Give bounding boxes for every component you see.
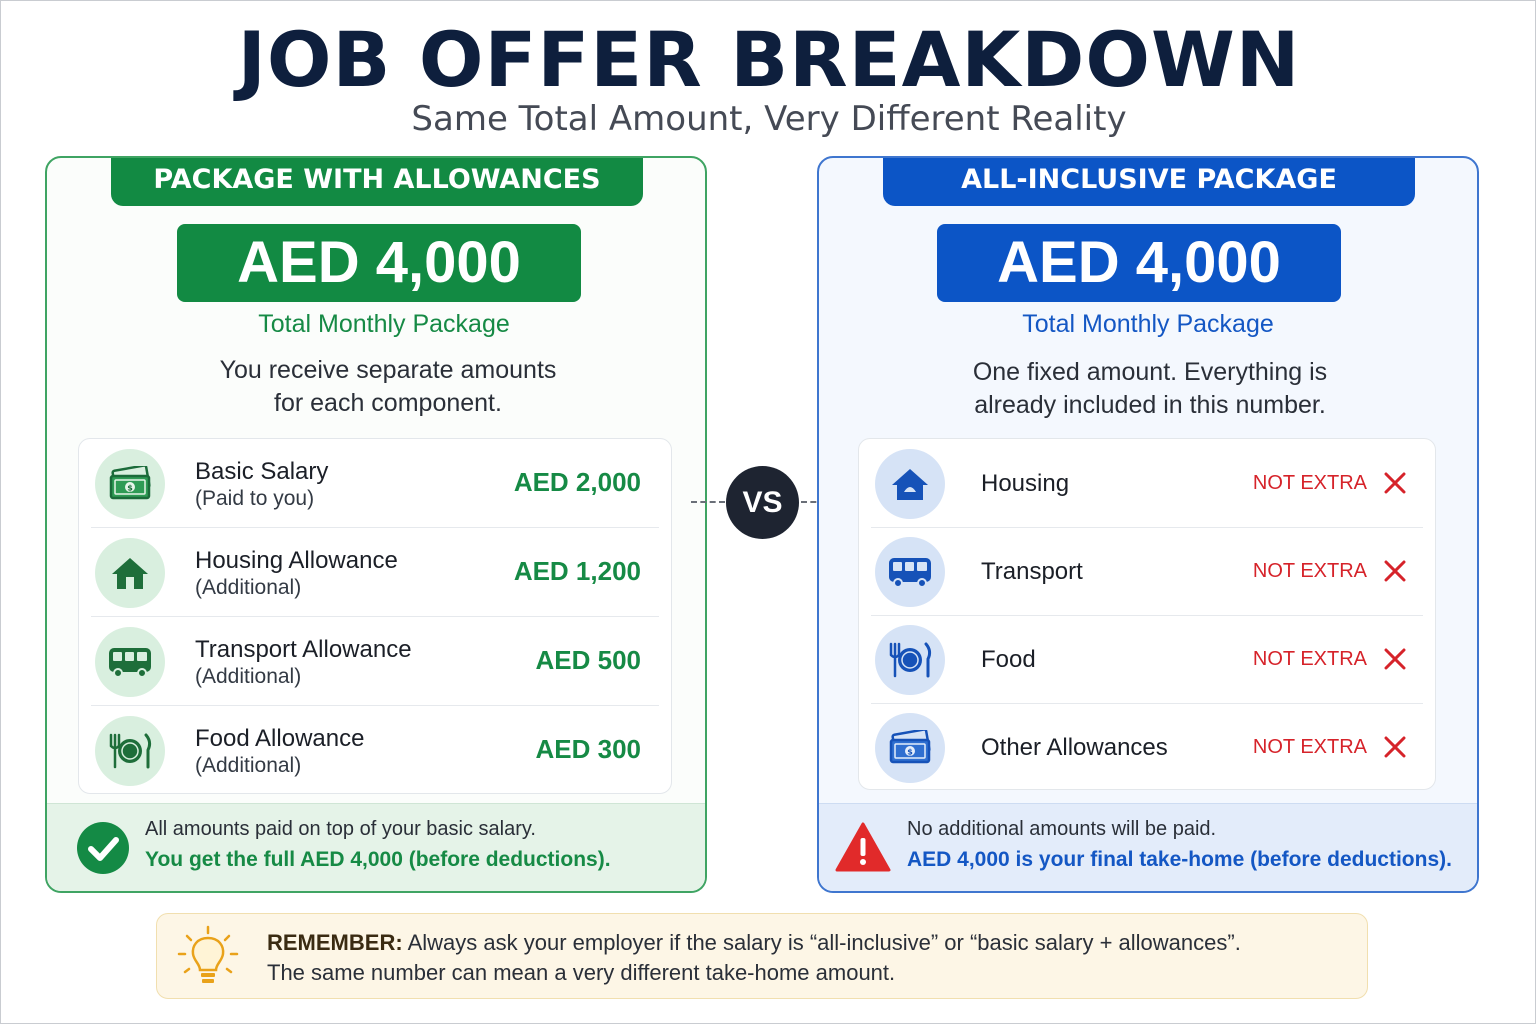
x-icon xyxy=(1381,557,1409,585)
row-sublabel: (Additional) xyxy=(195,665,302,688)
total-amount: AED 4,000 xyxy=(177,224,581,302)
house-icon xyxy=(875,449,945,519)
vs-connector xyxy=(691,501,725,503)
remember-text: Always ask your employer if the salary is “all-inclusive” or “basic salary + allowances”. xyxy=(407,930,1241,955)
panel-header: PACKAGE WITH ALLOWANCES xyxy=(111,156,643,206)
row-value: AED 500 xyxy=(535,645,641,675)
list-item xyxy=(871,439,1423,528)
panel-footer xyxy=(47,803,705,891)
list-item xyxy=(871,703,1423,792)
row-value: AED 1,200 xyxy=(513,556,641,586)
x-icon xyxy=(1381,469,1409,497)
x-icon xyxy=(1381,733,1409,761)
money-icon xyxy=(95,449,165,519)
svg-text:$: $ xyxy=(127,483,133,493)
svg-text:$: $ xyxy=(907,747,913,757)
row-value: AED 300 xyxy=(535,734,641,764)
row-label: Food Allowance xyxy=(195,725,365,752)
row-sublabel: (Additional) xyxy=(195,576,302,599)
row-label: Basic Salary xyxy=(195,458,329,485)
footer-note: No additional amounts will be paid. xyxy=(907,818,1217,840)
row-sublabel: (Additional) xyxy=(195,754,302,777)
all-inclusive-panel xyxy=(817,156,1479,893)
row-sublabel: (Paid to you) xyxy=(195,487,315,510)
desc-line: for each component. xyxy=(274,389,502,417)
package-with-allowances-panel xyxy=(45,156,707,893)
warning-icon xyxy=(835,820,891,876)
row-value: AED 2,000 xyxy=(513,467,641,497)
vs-badge: VS xyxy=(726,466,799,539)
included-items-list xyxy=(858,438,1436,790)
desc-line: You receive separate amounts xyxy=(219,356,557,384)
remember-line2: The same number can mean a very different take-home amount. xyxy=(267,960,896,985)
row-label: Other Allowances xyxy=(981,734,1168,761)
bus-icon xyxy=(95,627,165,697)
panel-footer xyxy=(819,803,1477,891)
money-icon xyxy=(875,713,945,783)
remember-keyword: REMEMBER: xyxy=(267,930,403,955)
house-icon xyxy=(95,538,165,608)
not-extra-badge: NOT EXTRA xyxy=(1252,472,1367,494)
remember-line1 xyxy=(267,930,1241,956)
panel-description xyxy=(57,354,707,420)
row-label: Housing xyxy=(981,470,1070,497)
panel-description xyxy=(819,356,1479,422)
row-label: Food xyxy=(981,646,1036,673)
total-amount: AED 4,000 xyxy=(937,224,1341,302)
list-item xyxy=(91,617,659,706)
bus-icon xyxy=(875,537,945,607)
lightbulb-icon xyxy=(175,924,241,990)
list-item xyxy=(91,706,659,795)
remember-note xyxy=(156,913,1368,999)
panel-header: ALL-INCLUSIVE PACKAGE xyxy=(883,156,1415,206)
not-extra-badge: NOT EXTRA xyxy=(1252,560,1367,582)
row-label: Transport Allowance xyxy=(195,636,412,663)
desc-line: already included in this number. xyxy=(974,391,1326,419)
x-icon xyxy=(1381,645,1409,673)
plate-icon xyxy=(95,716,165,786)
desc-line: One fixed amount. Everything is xyxy=(972,358,1328,386)
footer-highlight: You get the full AED 4,000 (before deductions). xyxy=(145,848,611,871)
list-item xyxy=(91,528,659,617)
not-extra-badge: NOT EXTRA xyxy=(1252,648,1367,670)
footer-highlight: AED 4,000 is your final take-home (before deductions). xyxy=(907,848,1452,871)
amount-caption: Total Monthly Package xyxy=(1022,310,1274,338)
plate-icon xyxy=(875,625,945,695)
main-title: JOB OFFER BREAKDOWN xyxy=(237,15,1301,104)
list-item xyxy=(871,527,1423,616)
amount-caption: Total Monthly Package xyxy=(258,310,510,338)
check-circle-icon xyxy=(75,820,131,876)
row-label: Transport xyxy=(981,558,1083,585)
footer-note: All amounts paid on top of your basic salary. xyxy=(145,818,536,840)
list-item xyxy=(91,439,659,528)
subtitle: Same Total Amount, Very Different Reality xyxy=(411,99,1127,139)
not-extra-badge: NOT EXTRA xyxy=(1252,736,1367,758)
components-list xyxy=(78,438,672,794)
list-item xyxy=(871,615,1423,704)
row-label: Housing Allowance xyxy=(195,547,398,574)
